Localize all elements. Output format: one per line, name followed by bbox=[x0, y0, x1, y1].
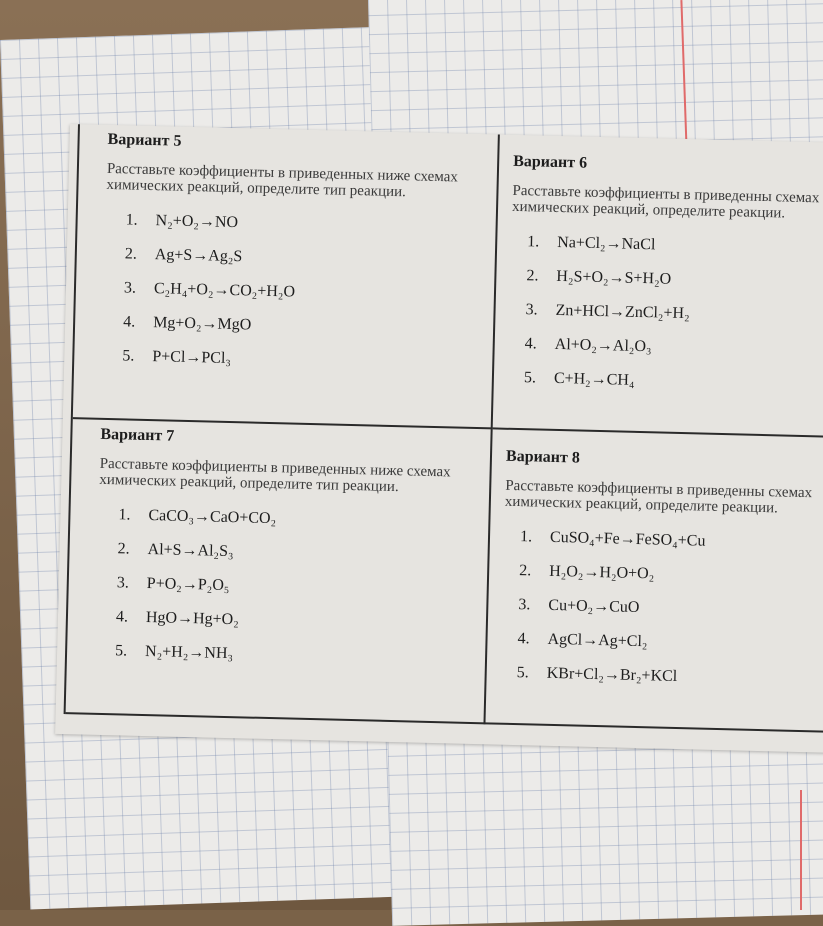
variant-instruction: Расставьте коэффициенты в приведенны схемах химических реакций, определите реакции. bbox=[504, 477, 813, 517]
reaction-formula: Al+O₂→Al₂O₃ bbox=[554, 335, 652, 356]
reaction-formula: Ag+S→Ag₂S bbox=[154, 246, 243, 266]
variant-title: Вариант 7 bbox=[100, 425, 175, 445]
reaction-formula: AgCl→Ag+Cl₂ bbox=[547, 630, 648, 651]
reaction-formula: Zn+HCl→ZnCl₂+H₂ bbox=[555, 301, 690, 323]
reaction-formula: Cu+O₂→CuO bbox=[548, 596, 640, 617]
reaction-number: 3. bbox=[123, 279, 137, 297]
reaction-number: 4. bbox=[122, 313, 136, 331]
variant-instruction: Расставьте коэффициенты в приведенных ниже схемах химических реакций, определите тип реакции. bbox=[106, 160, 459, 201]
reaction-number: 4. bbox=[517, 630, 530, 648]
reaction-number: 4. bbox=[524, 335, 537, 353]
reaction-formula: Na+Cl₂→NaCl bbox=[557, 233, 656, 254]
reaction-formula: N₂+H₂→NH₃ bbox=[144, 642, 234, 663]
reaction-list bbox=[486, 519, 823, 698]
reaction-number: 5. bbox=[523, 369, 537, 387]
reaction-number: 5. bbox=[122, 347, 135, 365]
reaction-number: 1. bbox=[519, 528, 533, 546]
variant-7-card bbox=[66, 419, 493, 724]
variant-instruction: Расставьте коэффициенты в приведенных ниже схемах химических реакций, определите тип реакции. bbox=[99, 455, 451, 496]
reaction-formula: P+Cl→PCl₃ bbox=[152, 348, 232, 368]
worksheet bbox=[55, 124, 823, 753]
reaction-number: 2. bbox=[519, 562, 532, 580]
reaction-number: 4. bbox=[115, 608, 129, 626]
variant-title: Вариант 6 bbox=[513, 152, 588, 172]
reaction-item bbox=[494, 360, 823, 403]
reaction-number: 3. bbox=[116, 574, 130, 592]
variant-5-card bbox=[73, 124, 500, 429]
reaction-number: 1. bbox=[125, 211, 138, 229]
reaction-formula: C+H₂→CH₄ bbox=[553, 369, 635, 389]
reaction-item bbox=[486, 655, 823, 698]
reaction-formula: N₂+O₂→NO bbox=[155, 212, 239, 232]
reaction-number: 2. bbox=[526, 267, 539, 285]
reaction-number: 1. bbox=[118, 506, 131, 524]
reaction-number: 2. bbox=[124, 245, 138, 263]
variant-8-card bbox=[485, 429, 823, 732]
reaction-number: 2. bbox=[117, 540, 130, 558]
reaction-list bbox=[494, 224, 823, 403]
variant-instruction: Расставьте коэффициенты в приведенны схемах химических реакций, определите реакции. bbox=[511, 182, 820, 222]
notebook-margin-line-bottom bbox=[800, 790, 802, 910]
reaction-number: 5. bbox=[516, 664, 529, 682]
reaction-formula: P+O₂→P₂O₅ bbox=[146, 575, 230, 595]
reaction-formula: H₂O₂→H₂O+O₂ bbox=[549, 562, 655, 583]
reaction-number: 1. bbox=[527, 233, 540, 251]
variant-6-card bbox=[493, 135, 823, 438]
reaction-number: 5. bbox=[114, 642, 128, 660]
reaction-formula: HgO→Hg+O₂ bbox=[145, 609, 239, 629]
reaction-formula: C₂H₄+O₂→CO₂+H₂O bbox=[153, 280, 296, 301]
variant-title: Вариант 5 bbox=[107, 130, 182, 150]
reaction-formula: CuSO₄+Fe→FeSO₄+Cu bbox=[549, 528, 706, 550]
reaction-list bbox=[74, 202, 496, 382]
reaction-formula: Al+S→Al₂S₃ bbox=[147, 541, 234, 561]
variant-title: Вариант 8 bbox=[505, 447, 581, 467]
reaction-number: 3. bbox=[525, 301, 538, 319]
reaction-formula: Mg+O₂→MgO bbox=[152, 314, 252, 334]
reaction-formula: CaCO₃→CaO+CO₂ bbox=[148, 507, 277, 528]
reaction-list bbox=[67, 497, 489, 677]
reaction-formula: H₂S+O₂→S+H₂O bbox=[556, 267, 672, 288]
reaction-number: 3. bbox=[518, 596, 531, 614]
reaction-formula: KBr+Cl₂→Br₂+KCl bbox=[546, 664, 678, 685]
